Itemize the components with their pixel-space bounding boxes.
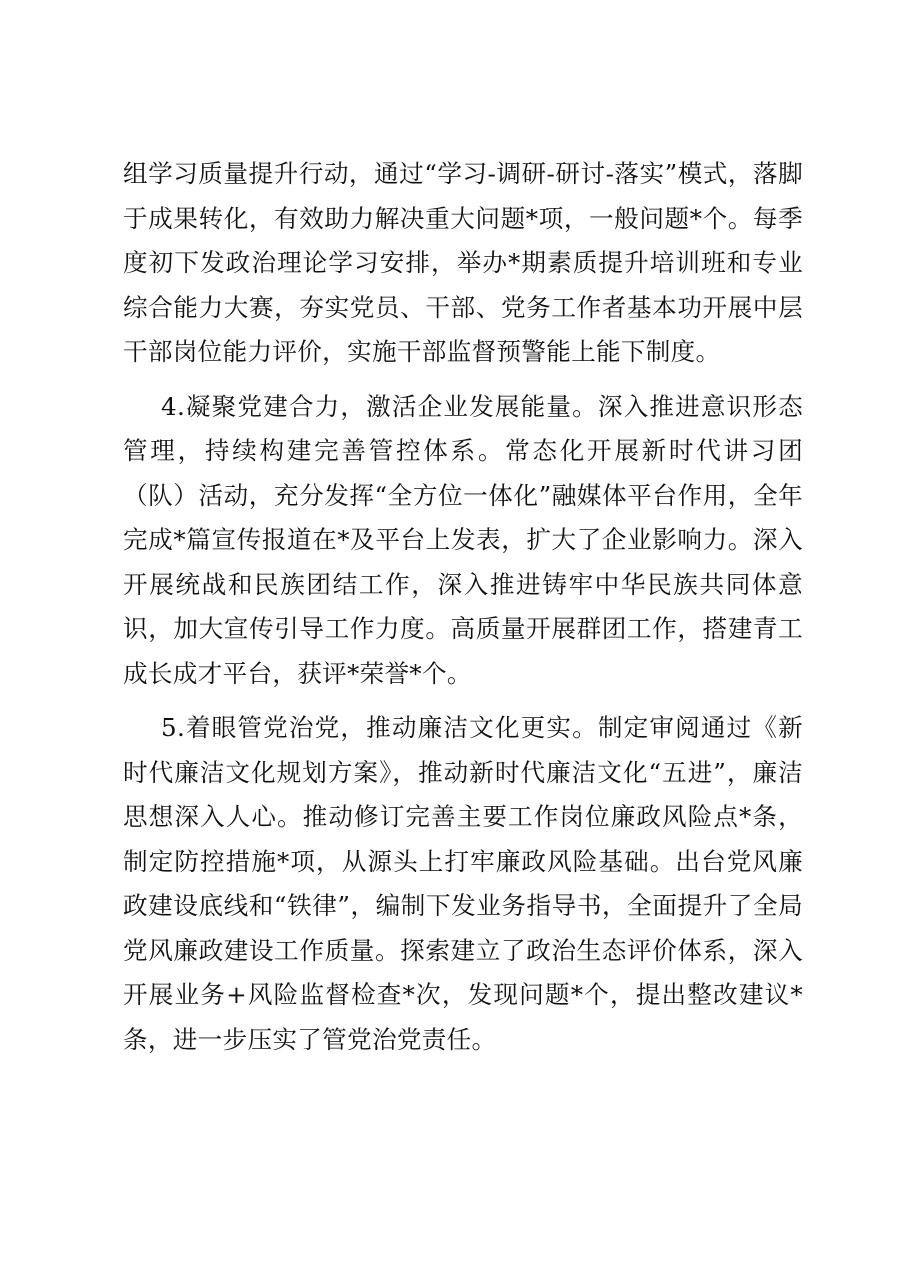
- document-body: [123, 152, 803, 1062]
- paragraph-item-5: 5.着眼管党治党，推动廉洁文化更实。制定审阅通过《新时代廉洁文化规划方案》，推动新时代廉洁文化“五进”，廉洁思想深入人心。推动修订完善主要工作岗位廉政风险点*条，制定防控措施*项，从源头上打牢廉政风险基础。出台党风廉政建设底线和“铁律”，编制下发业务指导书，全面提升了全局党风廉政建设工作质量。探索建立了政治生态评价体系，深入开展业务+风险监督检查*次，发现问题*个，提出整改建议*条，进一步压实了管党治党责任。: [123, 713, 803, 1054]
- paragraph-item-4: 4.凝聚党建合力，激活企业发展能量。深入推进意识形态管理，持续构建完善管控体系。常态化开展新时代讲习团（队）活动，充分发挥“全方位一体化”融媒体平台作用，全年完成*篇宣传报道在*及平台上发表，扩大了企业影响力。深入开展统战和民族团结工作，深入推进铸牢中华民族共同体意识，加大宣传引导工作力度。高质量开展群团工作，搭建青工成长成才平台，获评*荣誉*个。: [123, 391, 803, 688]
- paragraph-continuation: 组学习质量提升行动，通过“学习-调研-研讨-落实”模式，落脚于成果转化，有效助力解决重大问题*项，一般问题*个。每季度初下发政治理论学习安排，举办*期素质提升培训班和专业综合能力大赛，夯实党员、干部、党务工作者基本功开展中层干部岗位能力评价，实施干部监督预警能上能下制度。: [123, 159, 803, 366]
